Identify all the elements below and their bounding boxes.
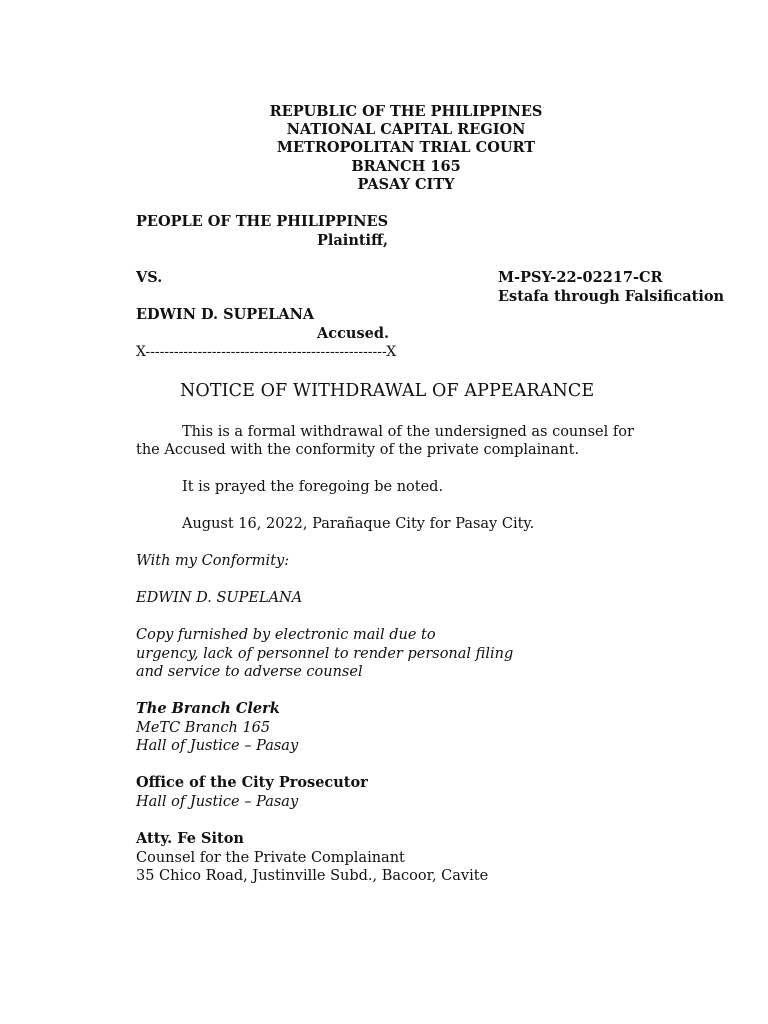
copy-furnished-line2: urgency, lack of personnel to render personal filing — [136, 645, 514, 662]
case-title: Estafa through Falsification — [498, 288, 725, 305]
date-place-line: August 16, 2022, Parañaque City for Pasay City. — [182, 516, 535, 532]
recipient-name: Atty. Fe Siton — [136, 830, 244, 847]
recipient-name: Office of the City Prosecutor — [136, 774, 368, 791]
versus-label: VS. — [136, 269, 163, 286]
recipient-name: The Branch Clerk — [136, 700, 280, 717]
body-paragraph1-line2: the Accused with the conformity of the private complainant. — [136, 442, 580, 458]
recipient-city-prosecutor — [136, 774, 368, 811]
header-republic: REPUBLIC OF THE PHILIPPINES — [269, 103, 543, 120]
copy-furnished-line1: Copy furnished by electronic mail due to — [136, 627, 436, 643]
copy-furnished-line3: and service to adverse counsel — [136, 664, 363, 680]
conformity-label: With my Conformity: — [136, 553, 290, 569]
header-region: NATIONAL CAPITAL REGION — [286, 121, 526, 139]
conformity-name: EDWIN D. SUPELANA — [136, 590, 303, 606]
case-number: M-PSY-22-02217-CR — [498, 269, 663, 286]
recipient-branch-clerk — [136, 700, 298, 756]
body-paragraph2: It is prayed the foregoing be noted. — [182, 479, 444, 495]
document-title: NOTICE OF WITHDRAWAL OF APPEARANCE — [180, 381, 595, 401]
recipient-address-line: 35 Chico Road, Justinville Subd., Bacoor, Cavite — [136, 868, 489, 884]
recipient-role-line: Counsel for the Private Complainant — [136, 849, 405, 866]
recipient-address-line: Hall of Justice – Pasay — [136, 793, 299, 810]
header-court: METROPOLITAN TRIAL COURT — [276, 139, 536, 157]
recipient-address-line: MeTC Branch 165 — [136, 719, 271, 736]
header-branch: BRANCH 165 — [351, 157, 461, 175]
recipient-address-line: Hall of Justice – Pasay — [136, 738, 299, 754]
copy-furnished-note — [136, 626, 513, 682]
recipient-private-counsel — [136, 830, 488, 886]
header-city: PASAY CITY — [357, 175, 455, 193]
accused-name: EDWIN D. SUPELANA — [136, 306, 315, 323]
plaintiff-role: Plaintiff, — [317, 232, 389, 249]
plaintiff-name: PEOPLE OF THE PHILIPPINES — [136, 213, 389, 230]
court-header — [0, 103, 768, 194]
accused-role: Accused. — [317, 325, 390, 342]
body-paragraph1-line1: This is a formal withdrawal of the undersigned as counsel for — [182, 424, 634, 440]
caption-separator: X---------------------------------------------------X — [136, 344, 397, 360]
